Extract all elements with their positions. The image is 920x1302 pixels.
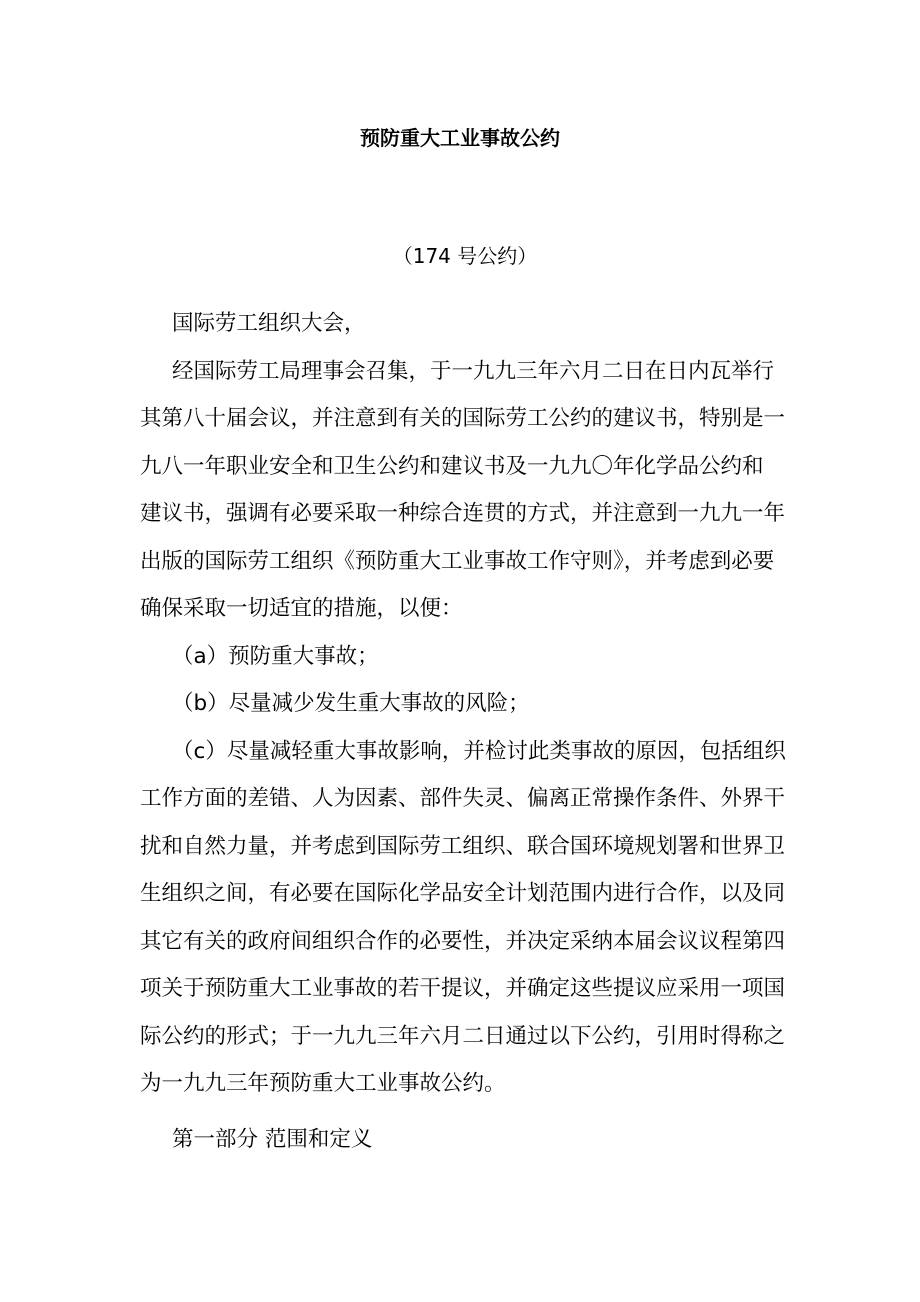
text-line: 际公约的形式；于一九九三年六月二日通过以下公约，引用时得称之: [140, 1023, 786, 1049]
list-item-c: （c）尽量减轻重大事故影响，并检讨此类事故的原因，包括组织: [172, 738, 786, 764]
list-item-b: （b）尽量减少发生重大事故的风险；: [172, 691, 530, 716]
text-line: 经国际劳工局理事会召集，于一九九三年六月二日在日内瓦举行: [172, 358, 775, 384]
text-line: 其第八十届会议，并注意到有关的国际劳工公约的建议书，特别是一: [140, 406, 786, 431]
document-title: 预防重大工业事故公约: [360, 126, 560, 150]
document-body: [140, 300, 800, 1163]
text-line: 为一九九三年预防重大工业事故公约。: [140, 1071, 506, 1096]
text-line: 工作方面的差错、人为因素、部件失灵、偏离正常操作条件、外界干: [140, 786, 786, 811]
text-line: 生组织之间，有必要在国际化学品安全计划范围内进行合作，以及同: [140, 881, 786, 906]
text-line: 扰和自然力量，并考虑到国际劳工组织、联合国环境规划署和世界卫: [140, 833, 786, 859]
list-item-a: （a）预防重大事故；: [172, 643, 379, 669]
text-line: 国际劳工组织大会，: [172, 311, 366, 336]
text-line: 其它有关的政府间组织合作的必要性，并决定采纳本届会议议程第四: [140, 928, 786, 954]
text-line: 确保采取一切适宜的措施，以便：: [140, 596, 463, 621]
text-line: 建议书，强调有必要采取一种综合连贯的方式，并注意到一九九一年: [140, 501, 786, 526]
text-line: 九八一年职业安全和卫生公约和建议书及一九九〇年化学品公约和: [140, 453, 764, 479]
text-line: 项关于预防重大工业事故的若干提议，并确定这些提议应采用一项国: [140, 976, 786, 1001]
text-line: 出版的国际劳工组织《预防重大工业事故工作守则》，并考虑到必要: [140, 548, 775, 574]
convention-number: （174 号公约）: [392, 244, 538, 268]
section-heading: 第一部分 范围和定义: [172, 1126, 373, 1152]
